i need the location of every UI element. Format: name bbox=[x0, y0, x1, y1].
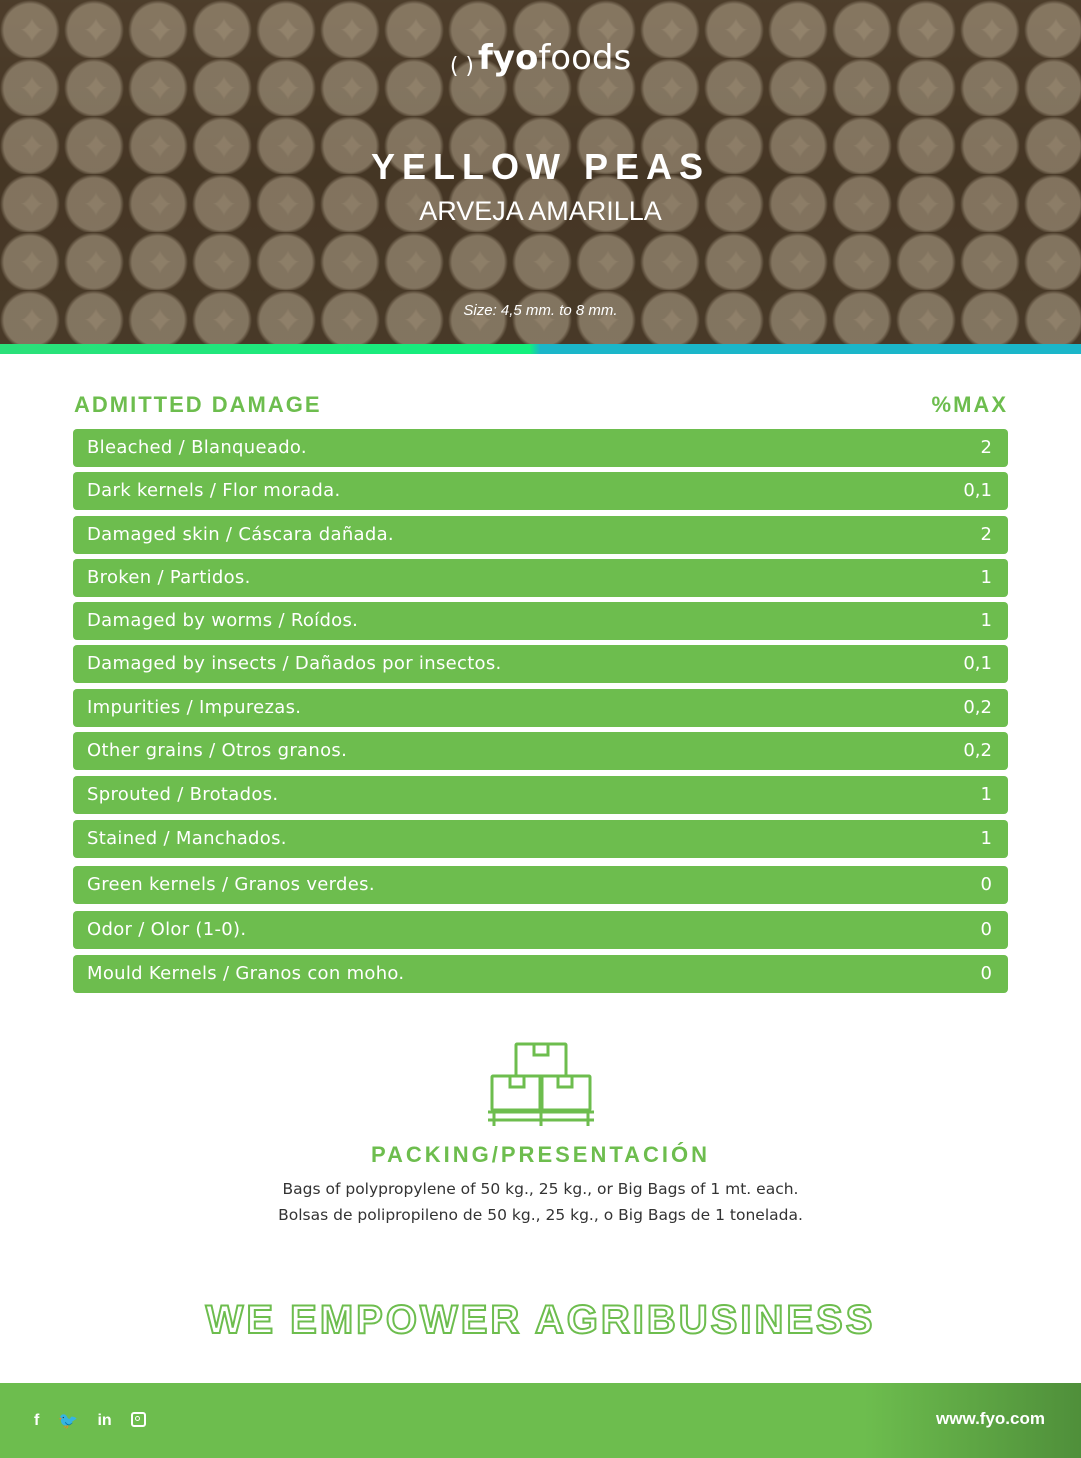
row-value: 1 bbox=[980, 567, 992, 588]
social-links bbox=[34, 1410, 160, 1432]
packing-title: PACKING/PRESENTACIÓN bbox=[370, 1142, 711, 1167]
row-label: Damaged skin / Cáscara dañada. bbox=[87, 524, 394, 545]
table-row bbox=[73, 645, 1008, 683]
packing-line-es: Bolsas de polipropileno de 50 kg., 25 kg., o Big Bags de 1 tonelada. bbox=[278, 1206, 803, 1224]
logo-text-light: foods bbox=[538, 38, 632, 78]
table-row bbox=[73, 866, 1008, 904]
damage-header-label: ADMITTED DAMAGE bbox=[74, 392, 322, 417]
table-row bbox=[73, 732, 1008, 770]
table-row bbox=[73, 955, 1008, 993]
row-label: Bleached / Blanqueado. bbox=[87, 437, 307, 458]
instagram-icon[interactable] bbox=[131, 1412, 146, 1427]
damage-header-value: %MAX bbox=[931, 392, 1008, 417]
row-label: Green kernels / Granos verdes. bbox=[87, 874, 375, 895]
row-value: 0,2 bbox=[963, 697, 992, 718]
table-row bbox=[73, 911, 1008, 949]
row-value: 2 bbox=[980, 437, 992, 458]
product-title: YELLOW PEAS bbox=[370, 146, 711, 187]
row-value: 1 bbox=[980, 828, 992, 849]
pallet-boxes-icon bbox=[486, 1040, 596, 1130]
row-label: Impurities / Impurezas. bbox=[87, 697, 302, 718]
table-row bbox=[73, 689, 1008, 727]
row-label: Damaged by insects / Dañados por insectos. bbox=[87, 653, 502, 674]
row-label: Stained / Manchados. bbox=[87, 828, 287, 849]
row-value: 1 bbox=[980, 784, 992, 805]
row-label: Broken / Partidos. bbox=[87, 567, 251, 588]
table-row bbox=[73, 429, 1008, 467]
product-size: Size: 4,5 mm. to 8 mm. bbox=[463, 302, 618, 319]
facebook-icon[interactable]: f bbox=[34, 1411, 40, 1429]
row-value: 1 bbox=[980, 610, 992, 631]
row-value: 0,2 bbox=[963, 740, 992, 761]
twitter-icon[interactable]: 🐦 bbox=[58, 1412, 79, 1430]
row-label: Mould Kernels / Granos con moho. bbox=[87, 963, 405, 984]
row-value: 0,1 bbox=[963, 480, 992, 501]
product-subtitle: ARVEJA AMARILLA bbox=[419, 196, 662, 226]
row-value: 2 bbox=[980, 524, 992, 545]
table-row bbox=[73, 472, 1008, 510]
row-label: Dark kernels / Flor morada. bbox=[87, 480, 341, 501]
row-label: Odor / Olor (1-0). bbox=[87, 919, 247, 940]
table-row bbox=[73, 776, 1008, 814]
table-row bbox=[73, 602, 1008, 640]
logo-text-bold: fyo bbox=[477, 38, 539, 78]
row-label: Damaged by worms / Roídos. bbox=[87, 610, 359, 631]
accent-stripe bbox=[0, 344, 1081, 354]
packing-line-en: Bags of polypropylene of 50 kg., 25 kg., or Big Bags of 1 mt. each. bbox=[282, 1180, 799, 1198]
row-value: 0,1 bbox=[963, 653, 992, 674]
slogan: WE EMPOWER AGRIBUSINESS bbox=[205, 1298, 876, 1342]
damage-table-header bbox=[74, 392, 1008, 420]
fyo-foods-logo bbox=[0, 38, 1081, 78]
logo-mark-icon: ( ) bbox=[449, 54, 474, 79]
table-row bbox=[73, 559, 1008, 597]
row-value: 0 bbox=[980, 874, 992, 895]
row-value: 0 bbox=[980, 919, 992, 940]
row-value: 0 bbox=[980, 963, 992, 984]
linkedin-icon[interactable]: in bbox=[97, 1411, 112, 1429]
footer-bar bbox=[0, 1383, 1081, 1458]
website-link[interactable]: www.fyo.com bbox=[936, 1409, 1045, 1428]
row-label: Sprouted / Brotados. bbox=[87, 784, 279, 805]
table-row bbox=[73, 516, 1008, 554]
hero-banner bbox=[0, 0, 1081, 344]
table-row bbox=[73, 820, 1008, 858]
row-label: Other grains / Otros granos. bbox=[87, 740, 348, 761]
